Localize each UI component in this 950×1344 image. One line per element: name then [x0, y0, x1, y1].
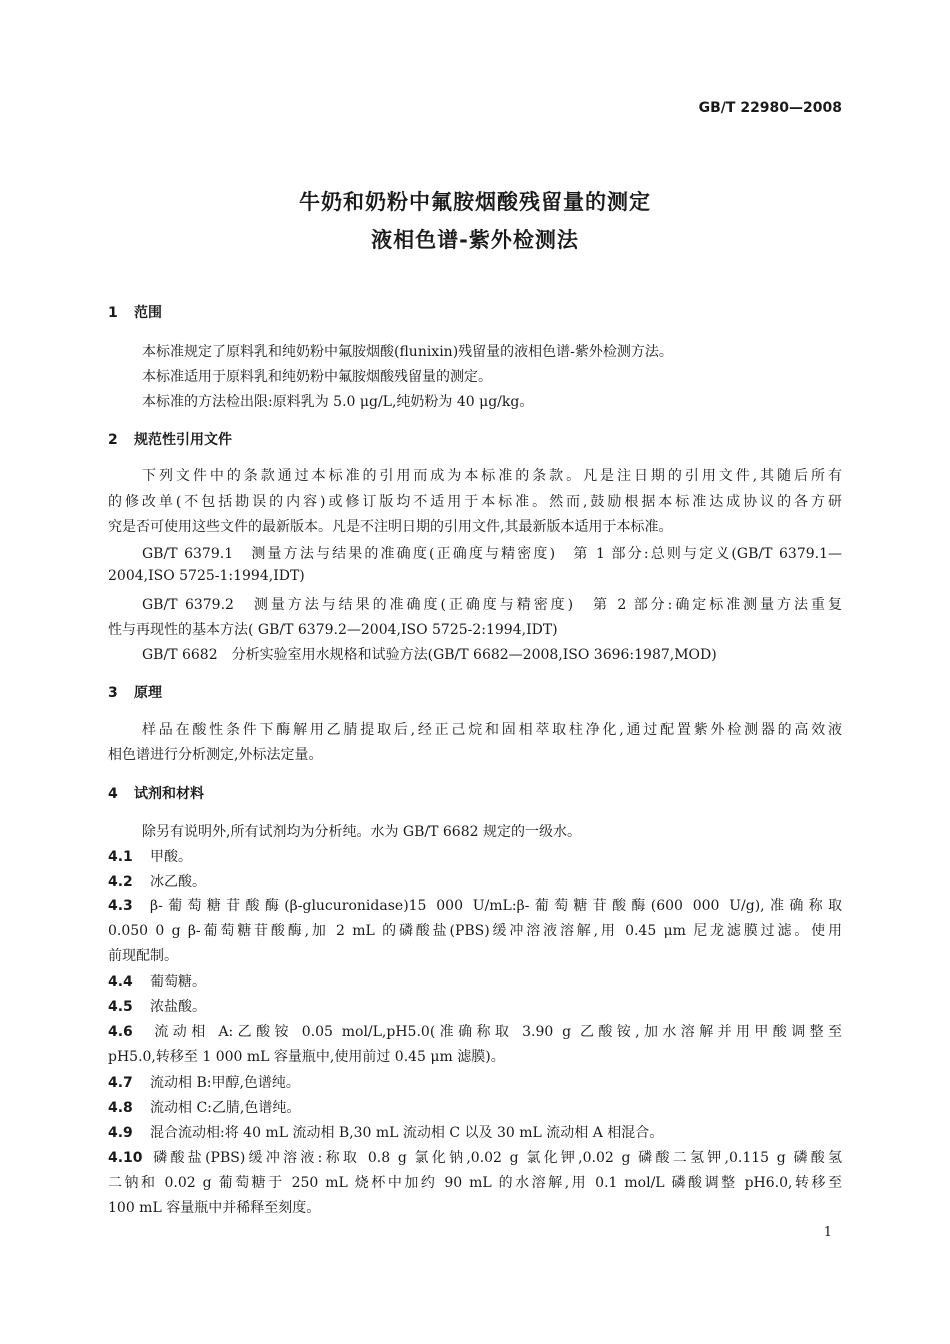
section-4-heading: [108, 783, 204, 803]
item-text: 磷酸盐(PBS)缓冲溶液:称取 0.8 g 氯化钠,0.02 g 氯化钾,0.02 g 磷酸二氢钾,0.115 g 磷酸氢: [150, 1150, 842, 1166]
reagent-item-4-3-line3: 前现配制。: [108, 948, 178, 964]
reference-6379-2-line2: 性与再现性的基本方法( GB/T 6379.2—2004,ISO 5725-2:1994,IDT): [108, 622, 558, 638]
reagent-item-4-7: [108, 1072, 300, 1092]
reagent-item-4-3-line1: [108, 895, 842, 915]
reagents-intro: 除另有说明外,所有试剂均为分析纯。水为 GB/T 6682 规定的一级水。: [142, 824, 581, 840]
reagent-item-4-4: [108, 971, 206, 991]
item-number: 4.9: [108, 1125, 133, 1141]
references-intro-line3: 究是否可使用这些文件的最新版本。凡是不注明日期的引用文件,其最新版本适用于本标准。: [108, 519, 673, 535]
principle-line2: 相色谱进行分析测定,外标法定量。: [108, 747, 323, 763]
section-number: 2: [108, 432, 118, 448]
standard-code: GB/T 22980—2008: [698, 100, 842, 116]
document-title-line2: 液相色谱-紫外检测法: [371, 228, 579, 252]
reagent-item-4-9: [108, 1122, 663, 1142]
item-number: 4.10: [108, 1150, 143, 1166]
section-title: 原理: [134, 685, 162, 701]
reagent-item-4-10-line2: 二钠和 0.02 g 葡萄糖于 250 mL 烧杯中加约 90 mL 的水溶解,用 0.1 mol/L 磷酸调整 pH6.0,转移至: [108, 1175, 842, 1191]
reagent-item-4-8: [108, 1097, 300, 1117]
item-text: 冰乙酸。: [150, 874, 206, 890]
reagent-item-4-10-line3: 100 mL 容量瓶中并稀释至刻度。: [108, 1200, 321, 1216]
item-number: 4.4: [108, 974, 133, 990]
reagent-item-4-2: [108, 871, 206, 891]
reagent-item-4-6-line2: pH5.0,转移至 1 000 mL 容量瓶中,使用前过 0.45 μm 滤膜)。: [108, 1049, 505, 1065]
section-2-heading: [108, 429, 232, 449]
item-text: 流动相 B:甲醇,色谱纯。: [150, 1075, 300, 1091]
reference-6682: GB/T 6682 分析实验室用水规格和试验方法(GB/T 6682—2008,ISO 3696:1987,MOD): [142, 647, 717, 663]
section-number: 4: [108, 786, 118, 802]
reference-6379-1-line2: 2004,ISO 5725-1:1994,IDT): [108, 568, 305, 584]
references-intro-line1: 下列文件中的条款通过本标准的引用而成为本标准的条款。凡是注日期的引用文件,其随后所有: [142, 468, 842, 484]
section-title: 规范性引用文件: [134, 432, 232, 448]
item-text: 葡萄糖。: [150, 974, 206, 990]
item-text: 混合流动相:将 40 mL 流动相 B,30 mL 流动相 C 以及 30 mL 流动相 A 相混合。: [150, 1125, 664, 1141]
reference-6379-2-line1: GB/T 6379.2 测量方法与结果的准确度(正确度与精密度) 第 2 部分:确定标准测量方法重复: [142, 597, 842, 613]
scope-paragraph-1: 本标准规定了原料乳和纯奶粉中氟胺烟酸(flunixin)残留量的液相色谱-紫外检测方法。: [142, 344, 673, 360]
reagent-item-4-1: [108, 846, 192, 866]
item-number: 4.1: [108, 849, 133, 865]
item-number: 4.6: [108, 1024, 133, 1040]
item-text: 甲酸。: [150, 849, 192, 865]
reference-6379-1-line1: GB/T 6379.1 测量方法与结果的准确度(正确度与精密度) 第 1 部分:总则与定义(GB/T 6379.1—: [142, 546, 842, 562]
page-number: 1: [823, 1225, 832, 1240]
item-number: 4.2: [108, 874, 133, 890]
item-text: 流动相 A:乙酸铵 0.05 mol/L,pH5.0(准确称取 3.90 g 乙酸铵,加水溶解并用甲酸调整至: [150, 1024, 842, 1040]
section-number: 3: [108, 685, 118, 701]
item-number: 4.5: [108, 999, 133, 1015]
document-title-line1: 牛奶和奶粉中氟胺烟酸残留量的测定: [299, 190, 651, 214]
item-number: 4.8: [108, 1100, 133, 1116]
section-title: 范围: [134, 305, 162, 321]
item-text: 流动相 C:乙腈,色谱纯。: [150, 1100, 301, 1116]
section-number: 1: [108, 305, 118, 321]
scope-paragraph-3: 本标准的方法检出限:原料乳为 5.0 μg/L,纯奶粉为 40 μg/kg。: [142, 394, 534, 410]
reagent-item-4-10-line1: [108, 1147, 842, 1167]
reagent-item-4-6-line1: [108, 1021, 842, 1041]
section-title: 试剂和材料: [134, 786, 204, 802]
section-1-heading: [108, 302, 162, 322]
principle-line1: 样品在酸性条件下酶解用乙腈提取后,经正己烷和固相萃取柱净化,通过配置紫外检测器的高效液: [142, 722, 842, 738]
reagent-item-4-5: [108, 996, 206, 1016]
scope-paragraph-2: 本标准适用于原料乳和纯奶粉中氟胺烟酸残留量的测定。: [142, 369, 492, 385]
item-text: β-葡萄糖苷酸酶(β-glucuronidase)15 000 U/mL:β-葡萄糖苷酸酶(600 000 U/g),准确称取: [150, 898, 842, 914]
item-number: 4.3: [108, 898, 133, 914]
item-number: 4.7: [108, 1075, 133, 1091]
reagent-item-4-3-line2: 0.050 0 g β-葡萄糖苷酸酶,加 2 mL 的磷酸盐(PBS)缓冲溶液溶解,用 0.45 μm 尼龙滤膜过滤。使用: [108, 923, 842, 939]
section-3-heading: [108, 682, 162, 702]
item-text: 浓盐酸。: [150, 999, 206, 1015]
references-intro-line2: 的修改单(不包括勘误的内容)或修订版均不适用于本标准。然而,鼓励根据本标准达成协议的各方研: [108, 494, 842, 510]
